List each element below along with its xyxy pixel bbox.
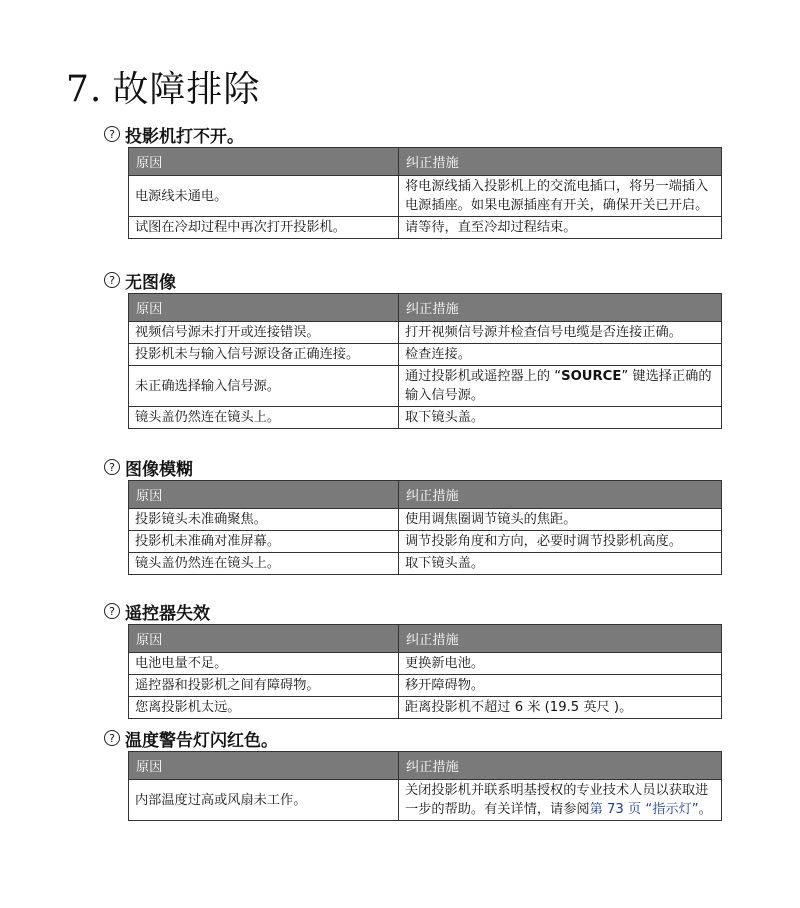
- header-remedy: 纠正措施: [399, 294, 722, 322]
- table-row: [129, 366, 722, 407]
- chapter-title-text: 故障排除: [112, 69, 261, 110]
- remedy-text: 。: [698, 802, 712, 817]
- question-circle-icon: ?: [104, 603, 120, 619]
- header-cause: 原因: [129, 294, 399, 322]
- section-heading: [104, 725, 724, 751]
- cause-cell: 电源线未通电。: [129, 176, 399, 217]
- table-row: [129, 531, 722, 553]
- cause-cell: 内部温度过高或风扇未工作。: [129, 780, 399, 821]
- remedy-cell: 请等待，直至冷却过程结束。: [399, 217, 722, 239]
- table-row: [129, 217, 722, 239]
- question-circle-icon: ?: [104, 730, 120, 746]
- table-header-row: [129, 625, 722, 653]
- remedy-cell: 取下镜头盖。: [399, 553, 722, 575]
- section-heading: [104, 267, 724, 293]
- cause-cell: 镜头盖仍然连在镜头上。: [129, 553, 399, 575]
- section-title: 温度警告灯闪红色。: [125, 730, 278, 751]
- section-blurry-image: [104, 454, 724, 575]
- header-cause: 原因: [129, 148, 399, 176]
- table-header-row: [129, 148, 722, 176]
- table-row: [129, 509, 722, 531]
- question-circle-icon: ?: [104, 126, 120, 142]
- cause-cell: 投影机未准确对准屏幕。: [129, 531, 399, 553]
- table-row: [129, 553, 722, 575]
- remedy-cell: 更换新电池。: [399, 653, 722, 675]
- table-header-row: [129, 752, 722, 780]
- section-heading: [104, 598, 724, 624]
- header-remedy: 纠正措施: [399, 481, 722, 509]
- remedy-cell: [399, 366, 722, 407]
- remedy-cell: 距离投影机不超过 6 米 (19.5 英尺 )。: [399, 697, 722, 719]
- question-circle-icon: ?: [104, 272, 120, 288]
- section-title: 图像模糊: [125, 459, 193, 480]
- source-key-label: SOURCE: [561, 369, 622, 384]
- remedy-cell: [399, 780, 722, 821]
- question-circle-icon: ?: [104, 459, 120, 475]
- chapter-number: 7.: [66, 69, 103, 110]
- table-row: [129, 344, 722, 366]
- table-row: [129, 697, 722, 719]
- troubleshoot-table: [128, 293, 722, 429]
- table-row: [129, 407, 722, 429]
- section-title: 投影机打不开。: [125, 126, 244, 147]
- section-heading: [104, 454, 724, 480]
- remedy-cell: 打开视频信号源并检查信号电缆是否连接正确。: [399, 322, 722, 344]
- header-remedy: 纠正措施: [399, 148, 722, 176]
- remedy-cell: 移开障碍物。: [399, 675, 722, 697]
- section-no-image: [104, 267, 724, 429]
- cause-cell: 遥控器和投影机之间有障碍物。: [129, 675, 399, 697]
- header-cause: 原因: [129, 625, 399, 653]
- remedy-text: 通过投影机或遥控器上的 “: [405, 369, 562, 384]
- troubleshoot-table: [128, 751, 722, 821]
- remedy-cell: 取下镜头盖。: [399, 407, 722, 429]
- indicator-page-link[interactable]: 第 73 页 “指示灯”: [589, 802, 699, 817]
- section-remote-failure: [104, 598, 724, 719]
- table-row: [129, 780, 722, 821]
- remedy-cell: 调节投影角度和方向，必要时调节投影机高度。: [399, 531, 722, 553]
- troubleshoot-table: [128, 624, 722, 719]
- table-header-row: [129, 481, 722, 509]
- section-temp-warning: [104, 725, 724, 821]
- remedy-cell: 使用调焦圈调节镜头的焦距。: [399, 509, 722, 531]
- header-remedy: 纠正措施: [399, 625, 722, 653]
- troubleshoot-table: [128, 147, 722, 239]
- header-cause: 原因: [129, 481, 399, 509]
- table-row: [129, 176, 722, 217]
- table-row: [129, 653, 722, 675]
- page-title: [66, 66, 260, 114]
- table-header-row: [129, 294, 722, 322]
- section-title: 无图像: [125, 272, 176, 293]
- remedy-cell: 将电源线插入投影机上的交流电插口，将另一端插入电源插座。如果电源插座有开关，确保开关已开启。: [399, 176, 722, 217]
- troubleshoot-table: [128, 480, 722, 575]
- remedy-cell: 检查连接。: [399, 344, 722, 366]
- cause-cell: 投影机未与输入信号源设备正确连接。: [129, 344, 399, 366]
- cause-cell: 试图在冷却过程中再次打开投影机。: [129, 217, 399, 239]
- cause-cell: 视频信号源未打开或连接错误。: [129, 322, 399, 344]
- cause-cell: 电池电量不足。: [129, 653, 399, 675]
- section-no-power: [104, 121, 724, 239]
- header-remedy: 纠正措施: [399, 752, 722, 780]
- header-cause: 原因: [129, 752, 399, 780]
- table-row: [129, 675, 722, 697]
- cause-cell: 未正确选择输入信号源。: [129, 366, 399, 407]
- cause-cell: 投影镜头未准确聚焦。: [129, 509, 399, 531]
- section-title: 遥控器失效: [125, 603, 210, 624]
- remedy-text: ” 键选择正确的输入信号源。: [405, 369, 712, 403]
- section-heading: [104, 121, 724, 147]
- table-row: [129, 322, 722, 344]
- remedy-text: 关闭投影机并联系明基授权的专业技术人员以获取进一步的帮助。有关详情，请参阅: [405, 783, 709, 817]
- cause-cell: 您离投影机太远。: [129, 697, 399, 719]
- cause-cell: 镜头盖仍然连在镜头上。: [129, 407, 399, 429]
